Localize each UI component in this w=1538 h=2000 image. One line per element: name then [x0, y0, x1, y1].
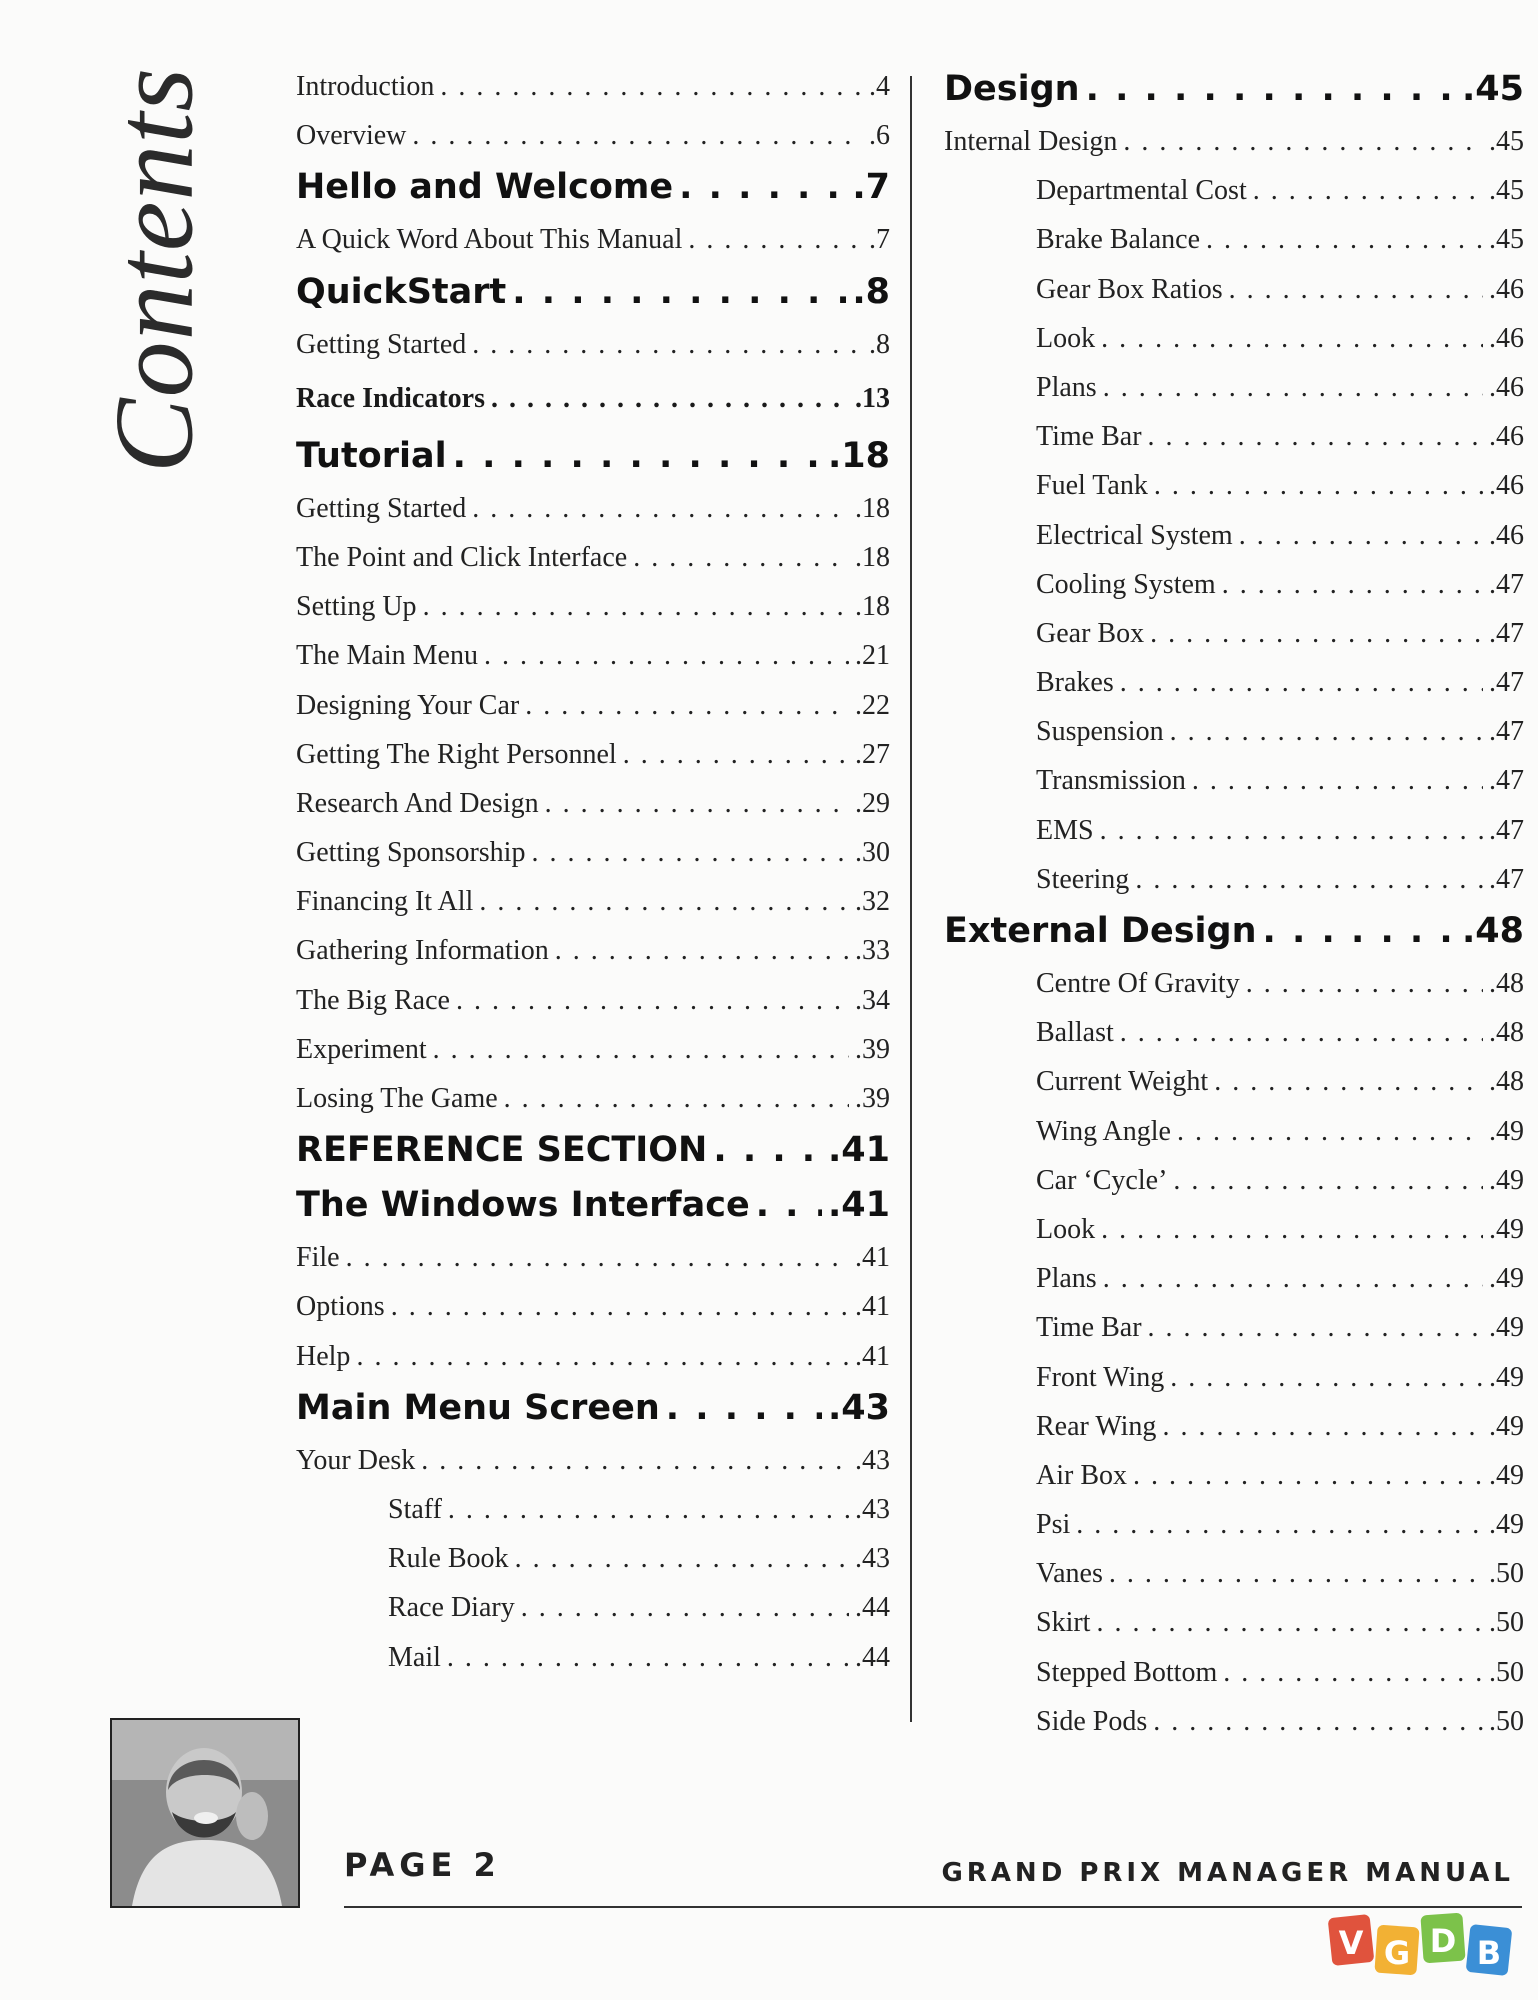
toc-entry-title: Your Desk [296, 1444, 416, 1476]
toc-entry [944, 117, 1524, 166]
portrait-photo [110, 1718, 300, 1908]
toc-entry-page: .41 [855, 1242, 890, 1274]
toc-entry-page: .47 [1489, 765, 1524, 797]
toc-entry-title: Rear Wing [1036, 1410, 1157, 1442]
dot-leader [1246, 959, 1483, 1008]
toc-entry [296, 1025, 890, 1074]
dot-leader [472, 484, 849, 533]
dot-leader [555, 926, 849, 975]
toc-entry-page: .18 [855, 591, 890, 623]
dot-leader [479, 877, 849, 926]
dot-leader [756, 1178, 822, 1233]
dot-leader [1170, 707, 1483, 756]
toc-entry [296, 1332, 890, 1381]
toc-entry-page: .43 [855, 1493, 890, 1525]
toc-entry-title: Stepped Bottom [1036, 1656, 1218, 1688]
toc-entry [296, 828, 890, 877]
toc-entry [296, 1485, 890, 1534]
toc-entry [944, 1402, 1524, 1451]
toc-entry-page: .41 [855, 1291, 890, 1323]
toc-entry-title: Main Menu Screen [296, 1387, 660, 1428]
dot-leader [1177, 1107, 1483, 1156]
toc-entry [944, 1549, 1524, 1598]
toc-entry-title: Vanes [1036, 1558, 1103, 1590]
dot-leader [1100, 806, 1483, 855]
toc-entry [296, 265, 890, 320]
contents-side-title [92, 60, 217, 480]
toc-left-column [296, 62, 890, 1682]
toc-entry-title: Rule Book [388, 1543, 509, 1575]
toc-entry-title: Help [296, 1340, 351, 1372]
toc-entry-title: Centre Of Gravity [1036, 968, 1240, 999]
toc-entry [296, 215, 890, 264]
toc-entry-page: .43 [855, 1543, 890, 1575]
toc-entry [944, 1598, 1524, 1647]
toc-entry-title: The Main Menu [296, 640, 478, 672]
toc-entry-title: Time Bar [1036, 421, 1142, 453]
toc-entry-page: .32 [855, 886, 890, 918]
column-divider [910, 76, 912, 1722]
toc-entry-page: .4 [869, 71, 890, 102]
toc-entry-title: A Quick Word About This Manual [296, 224, 683, 256]
toc-entry-title: Ballast [1036, 1017, 1114, 1049]
dot-leader [1214, 1057, 1483, 1106]
dot-leader [1153, 1697, 1483, 1746]
dot-leader [504, 1074, 849, 1123]
toc-entry [944, 560, 1524, 609]
toc-entry [296, 320, 890, 369]
toc-entry-title: Options [296, 1291, 385, 1323]
toc-entry-page: .47 [1489, 568, 1524, 600]
toc-entry-page: .7 [852, 167, 890, 208]
dot-leader [512, 265, 846, 320]
dot-leader [447, 1633, 849, 1682]
toc-entry [944, 1500, 1524, 1549]
toc-entry [296, 877, 890, 926]
dot-leader [421, 1436, 849, 1485]
toc-entry-title: Skirt [1036, 1607, 1091, 1639]
footer-manual-title: GRAND PRIX MANAGER MANUAL [941, 1858, 1514, 1888]
toc-entry [944, 1156, 1524, 1205]
dot-leader [1120, 1008, 1483, 1057]
toc-entry-page: .45 [1489, 126, 1524, 157]
toc-entry-page: .48 [1461, 911, 1524, 951]
dot-leader [1103, 1254, 1483, 1303]
toc-entry [296, 484, 890, 533]
toc-entry [296, 62, 890, 111]
toc-entry-page: .45 [1489, 224, 1524, 256]
toc-entry-title: The Big Race [296, 984, 450, 1016]
toc-entry [296, 582, 890, 631]
toc-entry-page: .46 [1489, 421, 1524, 453]
toc-entry-page: .8 [869, 328, 890, 360]
toc-entry-page: .39 [855, 1083, 890, 1114]
dot-leader [1253, 166, 1483, 215]
toc-entry [944, 806, 1524, 855]
dot-leader [1096, 1598, 1483, 1647]
dot-leader [633, 533, 849, 582]
toc-entry-title: Departmental Cost [1036, 175, 1247, 207]
toc-entry-page: .44 [855, 1641, 890, 1673]
footer-page-number: PAGE 2 [344, 1846, 501, 1884]
toc-entry [296, 1282, 890, 1331]
toc-entry [296, 926, 890, 975]
toc-entry [944, 855, 1524, 904]
toc-entry-title: Brakes [1036, 667, 1114, 699]
toc-entry [944, 265, 1524, 314]
toc-entry-page: .30 [855, 837, 890, 869]
dot-leader [1239, 511, 1483, 560]
toc-entry [296, 730, 890, 779]
toc-entry [944, 707, 1524, 756]
toc-entry-title: Psi [1036, 1509, 1071, 1541]
dot-leader [1086, 62, 1456, 117]
toc-entry [944, 511, 1524, 560]
portrait-illustration [112, 1720, 298, 1906]
toc-entry [296, 429, 890, 484]
toc-entry-title: The Windows Interface [296, 1185, 750, 1226]
toc-entry-title: Staff [388, 1493, 442, 1525]
toc-entry [296, 681, 890, 730]
dot-leader [1222, 560, 1483, 609]
toc-entry-title: Introduction [296, 71, 435, 102]
toc-entry-title: Setting Up [296, 591, 417, 623]
dot-leader [521, 1583, 849, 1632]
dot-leader [453, 429, 822, 484]
toc-entry [296, 1436, 890, 1485]
toc-entry-title: Plans [1036, 371, 1097, 403]
toc-entry [944, 166, 1524, 215]
dot-leader [1173, 1156, 1483, 1205]
toc-entry-page: .48 [1489, 1017, 1524, 1049]
dot-leader [666, 1381, 822, 1436]
dot-leader [433, 1025, 849, 1074]
toc-entry-title: Getting Sponsorship [296, 837, 526, 869]
toc-entry-title: Side Pods [1036, 1705, 1148, 1737]
toc-entry-page: .46 [1489, 371, 1524, 403]
dot-leader [448, 1485, 849, 1534]
dot-leader [1148, 412, 1483, 461]
dot-leader [356, 1332, 849, 1381]
toc-entry-page: .49 [1489, 1115, 1524, 1147]
toc-entry [296, 369, 890, 429]
toc-entry [944, 609, 1524, 658]
toc-entry-title: EMS [1036, 814, 1094, 846]
dot-leader [679, 160, 846, 215]
dot-leader [484, 631, 849, 680]
toc-entry-page: .50 [1489, 1656, 1524, 1688]
toc-entry-page: .45 [1461, 69, 1524, 109]
toc-entry [944, 461, 1524, 510]
toc-entry-title: Fuel Tank [1036, 470, 1148, 502]
dot-leader [1229, 265, 1483, 314]
toc-entry-page: .47 [1489, 716, 1524, 748]
dot-leader [1162, 1402, 1483, 1451]
dot-leader [1150, 609, 1483, 658]
dot-leader [440, 62, 863, 111]
toc-entry [944, 1697, 1524, 1746]
toc-right-column [944, 62, 1524, 1746]
toc-entry-page: .46 [1489, 322, 1524, 354]
toc-entry-page: .49 [1489, 1361, 1524, 1393]
dot-leader [623, 730, 849, 779]
toc-entry-page: .49 [1489, 1213, 1524, 1245]
toc-entry-title: Internal Design [944, 126, 1118, 157]
dot-leader [456, 976, 849, 1025]
svg-text:B: B [1476, 1934, 1502, 1972]
svg-text:D: D [1429, 1922, 1457, 1960]
toc-entry [296, 533, 890, 582]
toc-entry-page: .47 [1489, 814, 1524, 846]
dot-leader [1133, 1451, 1483, 1500]
toc-entry [944, 215, 1524, 264]
toc-entry [296, 1534, 890, 1583]
toc-entry-title: Current Weight [1036, 1066, 1209, 1098]
toc-entry [944, 1107, 1524, 1156]
toc-entry-title: Electrical System [1036, 519, 1233, 551]
dot-leader [1103, 363, 1483, 412]
dot-leader [1135, 855, 1483, 904]
toc-entry-page: .48 [1489, 1066, 1524, 1098]
toc-entry-page: .44 [855, 1592, 890, 1624]
dot-leader [515, 1534, 849, 1583]
toc-entry-page: .46 [1489, 273, 1524, 305]
toc-entry-page: .39 [855, 1033, 890, 1065]
dot-leader [525, 681, 849, 730]
dot-leader [1192, 756, 1483, 805]
toc-entry-title: Wing Angle [1036, 1115, 1171, 1147]
toc-entry-page: .47 [1489, 667, 1524, 699]
toc-entry [296, 631, 890, 680]
toc-entry [944, 1008, 1524, 1057]
toc-entry-title: Plans [1036, 1263, 1097, 1295]
vgdb-watermark-logo [1328, 1910, 1518, 1990]
toc-entry-title: External Design [944, 911, 1257, 951]
toc-entry-title: Getting Started [296, 492, 467, 524]
toc-entry-title: Air Box [1036, 1459, 1127, 1491]
dot-leader [391, 1282, 849, 1331]
toc-entry-title: Tutorial [296, 435, 447, 476]
toc-entry [944, 959, 1524, 1008]
toc-entry-title: Race Diary [388, 1592, 515, 1624]
toc-entry-page: .18 [827, 435, 890, 476]
toc-entry-page: .29 [855, 787, 890, 819]
toc-entry-page: .21 [855, 640, 890, 672]
dot-leader [346, 1233, 849, 1282]
toc-entry-title: QuickStart [296, 271, 507, 312]
toc-entry-page: .49 [1489, 1263, 1524, 1295]
toc-entry-title: REFERENCE SECTION [296, 1130, 708, 1171]
toc-entry [944, 1353, 1524, 1402]
toc-entry-page: .18 [855, 541, 890, 573]
dot-leader [531, 828, 849, 877]
toc-entry-title: The Point and Click Interface [296, 541, 628, 573]
toc-entry [296, 1178, 890, 1233]
contents-heading: Contents [92, 66, 217, 474]
toc-entry-page: .43 [827, 1387, 890, 1428]
toc-entry-title: Gear Box Ratios [1036, 273, 1223, 305]
toc-entry [296, 1381, 890, 1436]
svg-text:G: G [1383, 1934, 1411, 1972]
toc-entry [944, 62, 1524, 117]
toc-entry-page: .7 [869, 224, 890, 256]
toc-entry-page: .46 [1489, 470, 1524, 502]
dot-leader [1123, 117, 1483, 166]
toc-entry-title: Getting Started [296, 328, 467, 360]
toc-entry-title: Race Indicators [296, 382, 485, 414]
toc-entry-title: Front Wing [1036, 1361, 1165, 1393]
toc-entry-title: Designing Your Car [296, 689, 520, 721]
toc-entry-title: Steering [1036, 863, 1130, 895]
dot-leader [472, 320, 863, 369]
toc-entry [296, 160, 890, 215]
toc-entry-title: Mail [388, 1641, 441, 1673]
toc-entry-page: .13 [855, 382, 890, 414]
dot-leader [423, 582, 849, 631]
toc-entry [296, 1583, 890, 1632]
toc-entry-page: .50 [1489, 1705, 1524, 1737]
dot-leader [1109, 1549, 1483, 1598]
dot-leader [688, 215, 863, 264]
dot-leader [491, 369, 849, 429]
toc-entry-title: Design [944, 69, 1080, 109]
toc-entry-title: Brake Balance [1036, 224, 1201, 256]
toc-entry-page: .33 [855, 935, 890, 967]
dot-leader [1101, 1205, 1483, 1254]
toc-entry [944, 1451, 1524, 1500]
dot-leader [1263, 904, 1456, 959]
toc-entry-page: .49 [1489, 1312, 1524, 1344]
toc-entry-page: .45 [1489, 175, 1524, 207]
toc-entry [944, 412, 1524, 461]
toc-entry-page: .46 [1489, 519, 1524, 551]
toc-entry [944, 1648, 1524, 1697]
dot-leader [1076, 1500, 1483, 1549]
toc-entry-title: File [296, 1242, 340, 1274]
toc-entry [296, 1633, 890, 1682]
dot-leader [412, 111, 863, 160]
toc-entry [944, 1303, 1524, 1352]
toc-entry-title: Losing The Game [296, 1083, 498, 1114]
toc-entry-page: .48 [1489, 968, 1524, 999]
toc-entry-page: .41 [827, 1130, 890, 1171]
toc-entry [944, 658, 1524, 707]
toc-entry-page: .49 [1489, 1164, 1524, 1196]
toc-entry-title: Suspension [1036, 716, 1164, 748]
toc-entry-title: Experiment [296, 1033, 427, 1065]
toc-entry-page: .18 [855, 492, 890, 524]
toc-entry [296, 111, 890, 160]
footer-rule [344, 1906, 1522, 1908]
toc-entry [944, 904, 1524, 959]
dot-leader [1154, 461, 1483, 510]
toc-entry-title: Financing It All [296, 886, 474, 918]
dot-leader [1206, 215, 1483, 264]
toc-entry-page: .41 [827, 1185, 890, 1226]
toc-entry [944, 756, 1524, 805]
toc-entry-title: Look [1036, 1213, 1096, 1245]
toc-entry [944, 1254, 1524, 1303]
toc-entry [296, 1233, 890, 1282]
toc-entry-page: .43 [855, 1444, 890, 1476]
toc-entry-page: .41 [855, 1340, 890, 1372]
dot-leader [1120, 658, 1483, 707]
toc-entry-page: .47 [1489, 863, 1524, 895]
toc-entry-title: Getting The Right Personnel [296, 738, 617, 770]
toc-entry-title: Hello and Welcome [296, 167, 674, 208]
dot-leader [1170, 1353, 1483, 1402]
toc-entry [944, 314, 1524, 363]
toc-entry-title: Car ‘Cycle’ [1036, 1164, 1168, 1196]
toc-entry-page: .6 [869, 120, 890, 152]
toc-entry-page: .27 [855, 738, 890, 770]
toc-entry-page: .47 [1489, 617, 1524, 649]
toc-entry-page: .34 [855, 984, 890, 1016]
toc-entry-page: .8 [852, 271, 890, 312]
toc-entry-page: .49 [1489, 1459, 1524, 1491]
toc-entry-title: Gathering Information [296, 935, 549, 967]
toc-entry-title: Overview [296, 120, 407, 152]
toc-entry-page: .49 [1489, 1410, 1524, 1442]
toc-entry [296, 1123, 890, 1178]
dot-leader [1148, 1303, 1483, 1352]
toc-entry-title: Gear Box [1036, 617, 1145, 649]
toc-entry-page: .50 [1489, 1607, 1524, 1639]
toc-entry-page: .49 [1489, 1509, 1524, 1541]
toc-entry-page: .22 [855, 689, 890, 721]
toc-entry [944, 1205, 1524, 1254]
toc-entry-title: Look [1036, 322, 1096, 354]
toc-entry [944, 363, 1524, 412]
toc-entry [296, 1074, 890, 1123]
toc-entry-page: .50 [1489, 1558, 1524, 1590]
dot-leader [545, 779, 849, 828]
toc-entry-title: Cooling System [1036, 568, 1216, 600]
toc-entry [296, 976, 890, 1025]
toc-entry [944, 1057, 1524, 1106]
dot-leader [1223, 1648, 1483, 1697]
toc-entry-title: Research And Design [296, 787, 539, 819]
svg-text:V: V [1338, 1924, 1364, 1962]
dot-leader [1101, 314, 1483, 363]
dot-leader [713, 1123, 822, 1178]
toc-entry-title: Time Bar [1036, 1312, 1142, 1344]
toc-entry-title: Transmission [1036, 765, 1186, 797]
toc-entry [296, 779, 890, 828]
